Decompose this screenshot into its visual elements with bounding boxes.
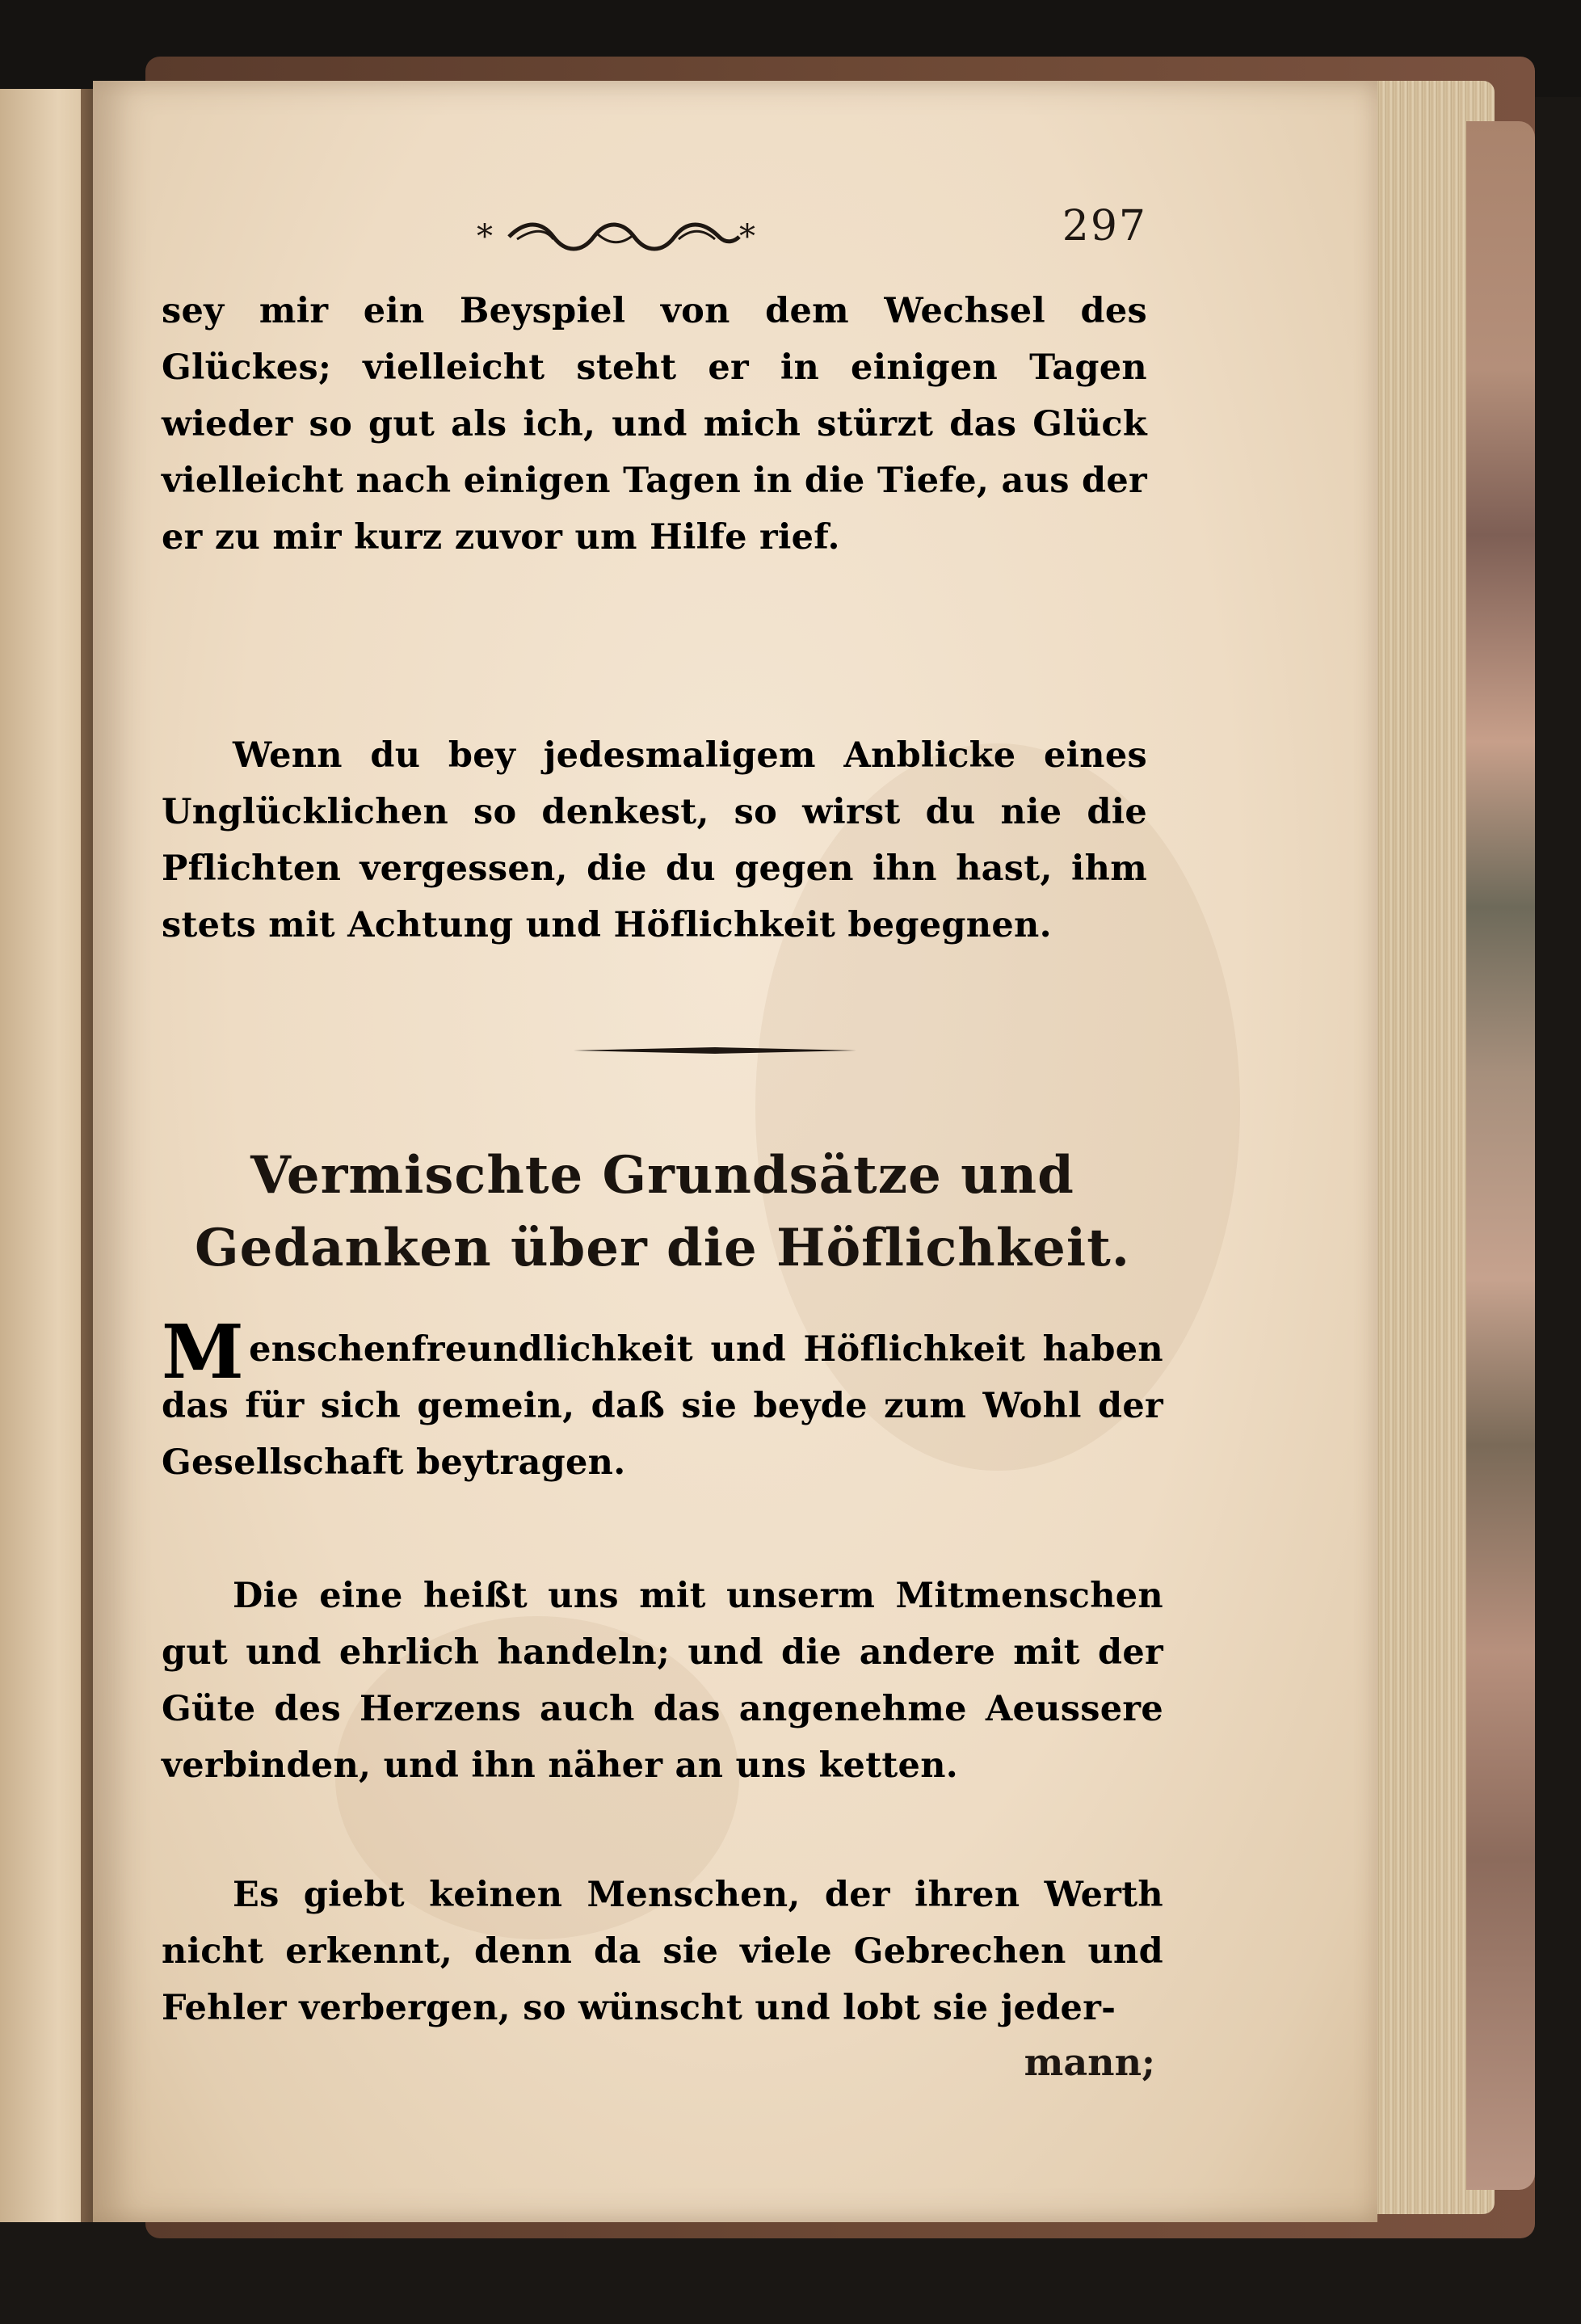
paragraph-3-text: enschenfreundlichkeit und Höflichkeit haben das für sich gemein, daß sie beyde zum Wohl der Gesellschaft beytragen. (162, 1329, 1163, 1483)
page-number: 297 (1062, 202, 1147, 251)
page-header (477, 202, 1147, 275)
drop-cap: M (162, 1308, 245, 1396)
paragraph-3 (162, 1308, 1163, 1491)
section-divider (574, 1046, 856, 1055)
paragraph-1: sey mir ein Beyspiel von dem Wechsel des Glückes; vielleicht steht er in einigen Tagen wieder so gut als ich, und mich stürzt das Glück vielleicht nach einigen Tagen in die Tiefe, aus der er zu mir kurz zuvor um Hilfe rief. (162, 291, 1147, 558)
paragraph-4: Die eine heißt uns mit unserm Mitmenschen gut und ehrlich handeln; und die andere mit der Güte des Herzens auch das angenehme Aeussere verbinden, und ihn näher an uns ketten. (162, 1576, 1163, 1786)
marbled-cover-edge (1466, 121, 1535, 2190)
catchword: mann; (1024, 2040, 1155, 2084)
paragraph-2: Wenn du bey jedesmaligem Anblicke eines Unglücklichen so denkest, so wirst du nie die Pflichten vergessen, die du gegen ihn hast, ihm stets mit Achtung und Höflichkeit begegnen. (162, 735, 1147, 945)
section-heading: Vermischte Grundsätze und Gedanken über die Höflichkeit. (194, 1145, 1131, 1278)
decorative-flourish-icon (477, 217, 767, 257)
svg-text:*: * (477, 218, 493, 255)
svg-text:*: * (739, 218, 755, 255)
paragraph-5: Es giebt keinen Menschen, der ihren Werth nicht erkennt, denn da sie viele Gebrechen und Fehler verbergen, so wünscht und lobt sie jeder- (162, 1875, 1163, 2028)
